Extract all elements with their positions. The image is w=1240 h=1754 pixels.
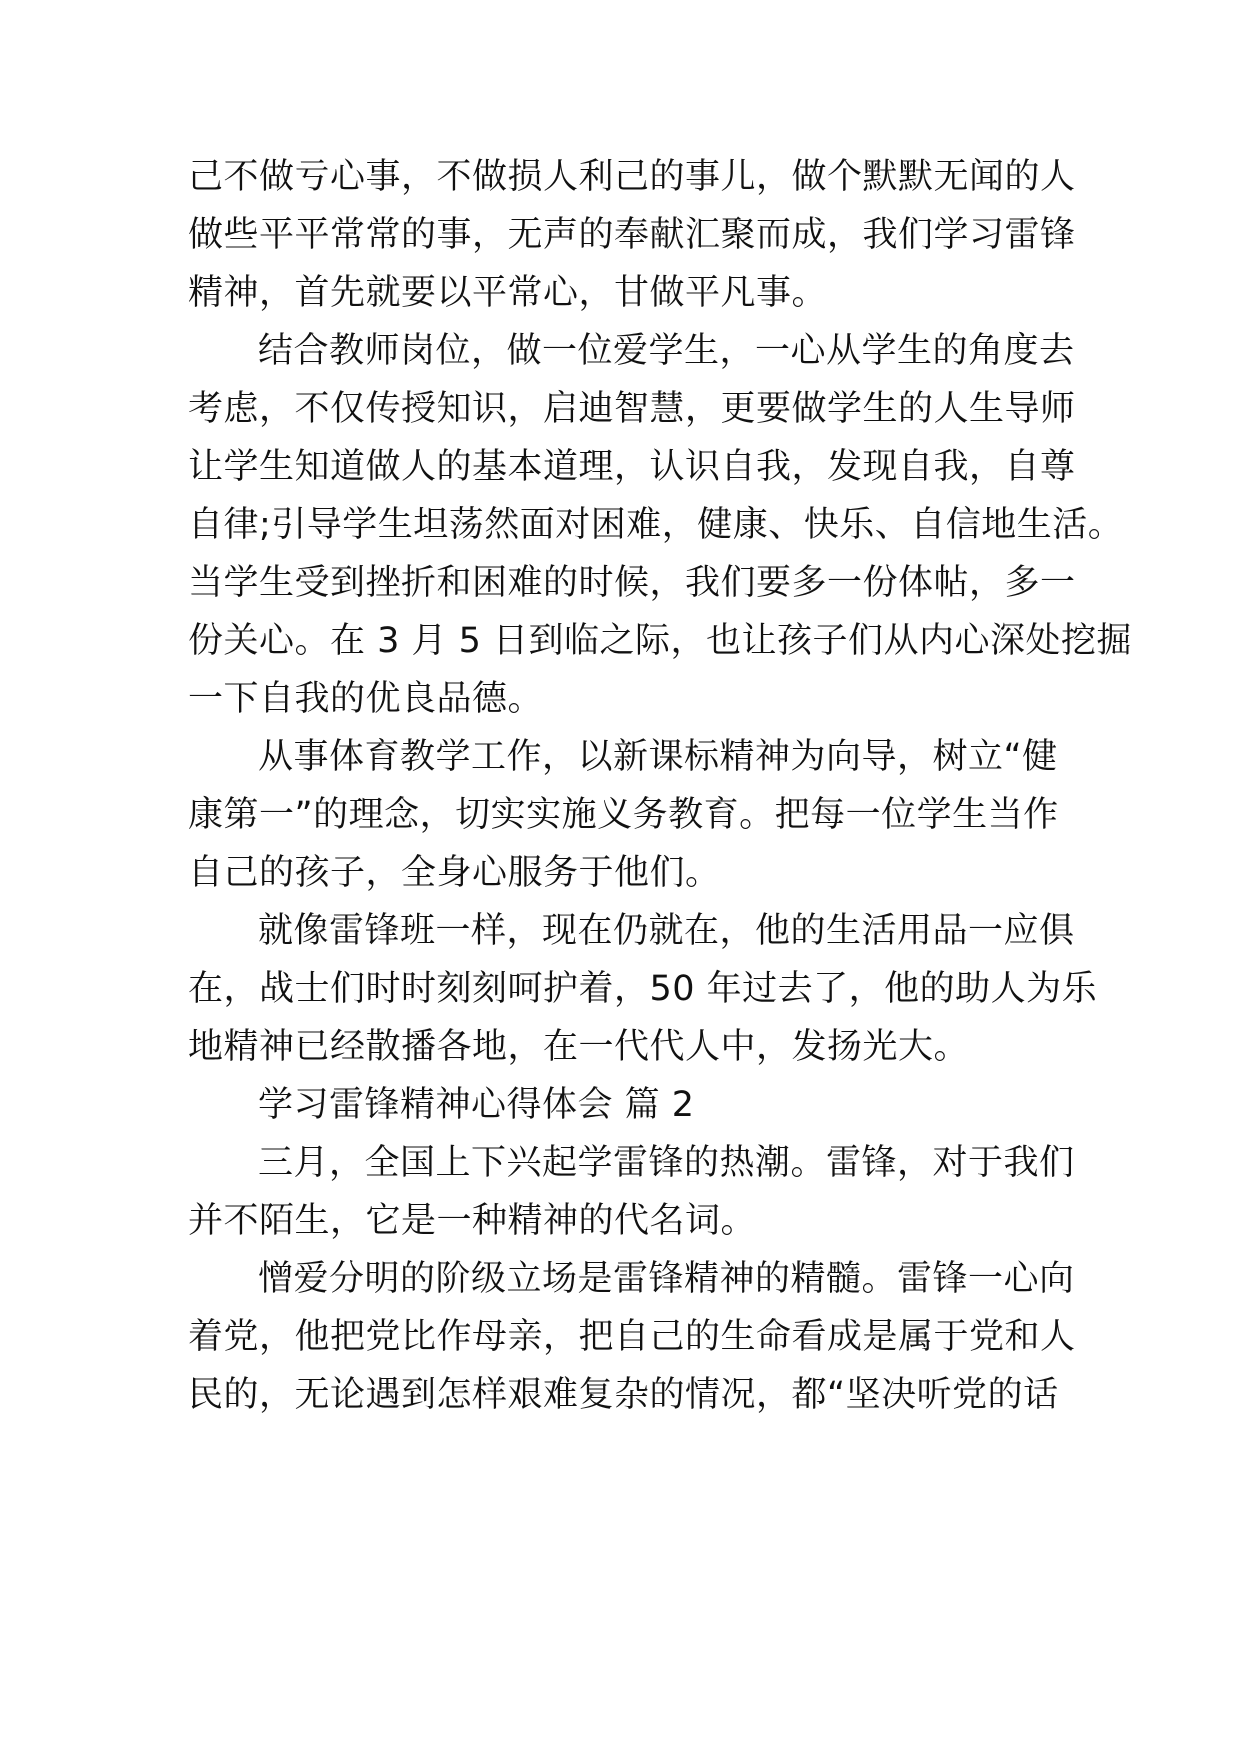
text-line: 康第一”的理念，切实实施义务教育。把每一位学生当作 (188, 795, 1059, 835)
text-line: 己不做亏心事，不做损人利己的事儿，做个默默无闻的人 (188, 157, 1076, 197)
text-line: 在，战士们时时刻刻呵护着，50 年过去了，他的助人为乐 (188, 969, 1098, 1009)
text-line: 自己的孩子，全身心服务于他们。 (188, 853, 721, 893)
paragraph-first-line: 就像雷锋班一样，现在仍就在，他的生活用品一应俱 (258, 911, 1075, 951)
text-line: 让学生知道做人的基本道理，认识自我，发现自我，自尊 (188, 447, 1076, 487)
text-line: 当学生受到挫折和困难的时候，我们要多一份体帖，多一 (188, 563, 1076, 603)
text-line: 做些平平常常的事，无声的奉献汇聚而成，我们学习雷锋 (188, 215, 1076, 255)
text-line: 份关心。在 3 月 5 日到临之际，也让孩子们从内心深处挖掘 (188, 621, 1133, 661)
text-line: 精神，首先就要以平常心，甘做平凡事。 (188, 273, 828, 313)
paragraph-first-line: 三月，全国上下兴起学雷锋的热潮。雷锋，对于我们 (258, 1143, 1075, 1183)
text-line: 考虑，不仅传授知识，启迪智慧，更要做学生的人生导师 (188, 389, 1076, 429)
text-line: 地精神已经散播各地，在一代代人中，发扬光大。 (188, 1027, 970, 1067)
text-line: 自律;引导学生坦荡然面对困难，健康、快乐、自信地生活。 (188, 505, 1124, 545)
paragraph-first-line: 憎爱分明的阶级立场是雷锋精神的精髓。雷锋一心向 (258, 1259, 1075, 1299)
paragraph-first-line: 从事体育教学工作，以新课标精神为向导，树立“健 (258, 737, 1058, 777)
text-line: 着党，他把党比作母亲，把自己的生命看成是属于党和人 (188, 1317, 1076, 1357)
paragraph-first-line: 结合教师岗位，做一位爱学生，一心从学生的角度去 (258, 331, 1075, 371)
text-line: 民的，无论遇到怎样艰难复杂的情况，都“坚决听党的话 (188, 1375, 1059, 1415)
section-heading: 学习雷锋精神心得体会 篇 2 (258, 1085, 695, 1125)
text-line: 并不陌生，它是一种精神的代名词。 (188, 1201, 757, 1241)
text-line: 一下自我的优良品德。 (188, 679, 544, 719)
